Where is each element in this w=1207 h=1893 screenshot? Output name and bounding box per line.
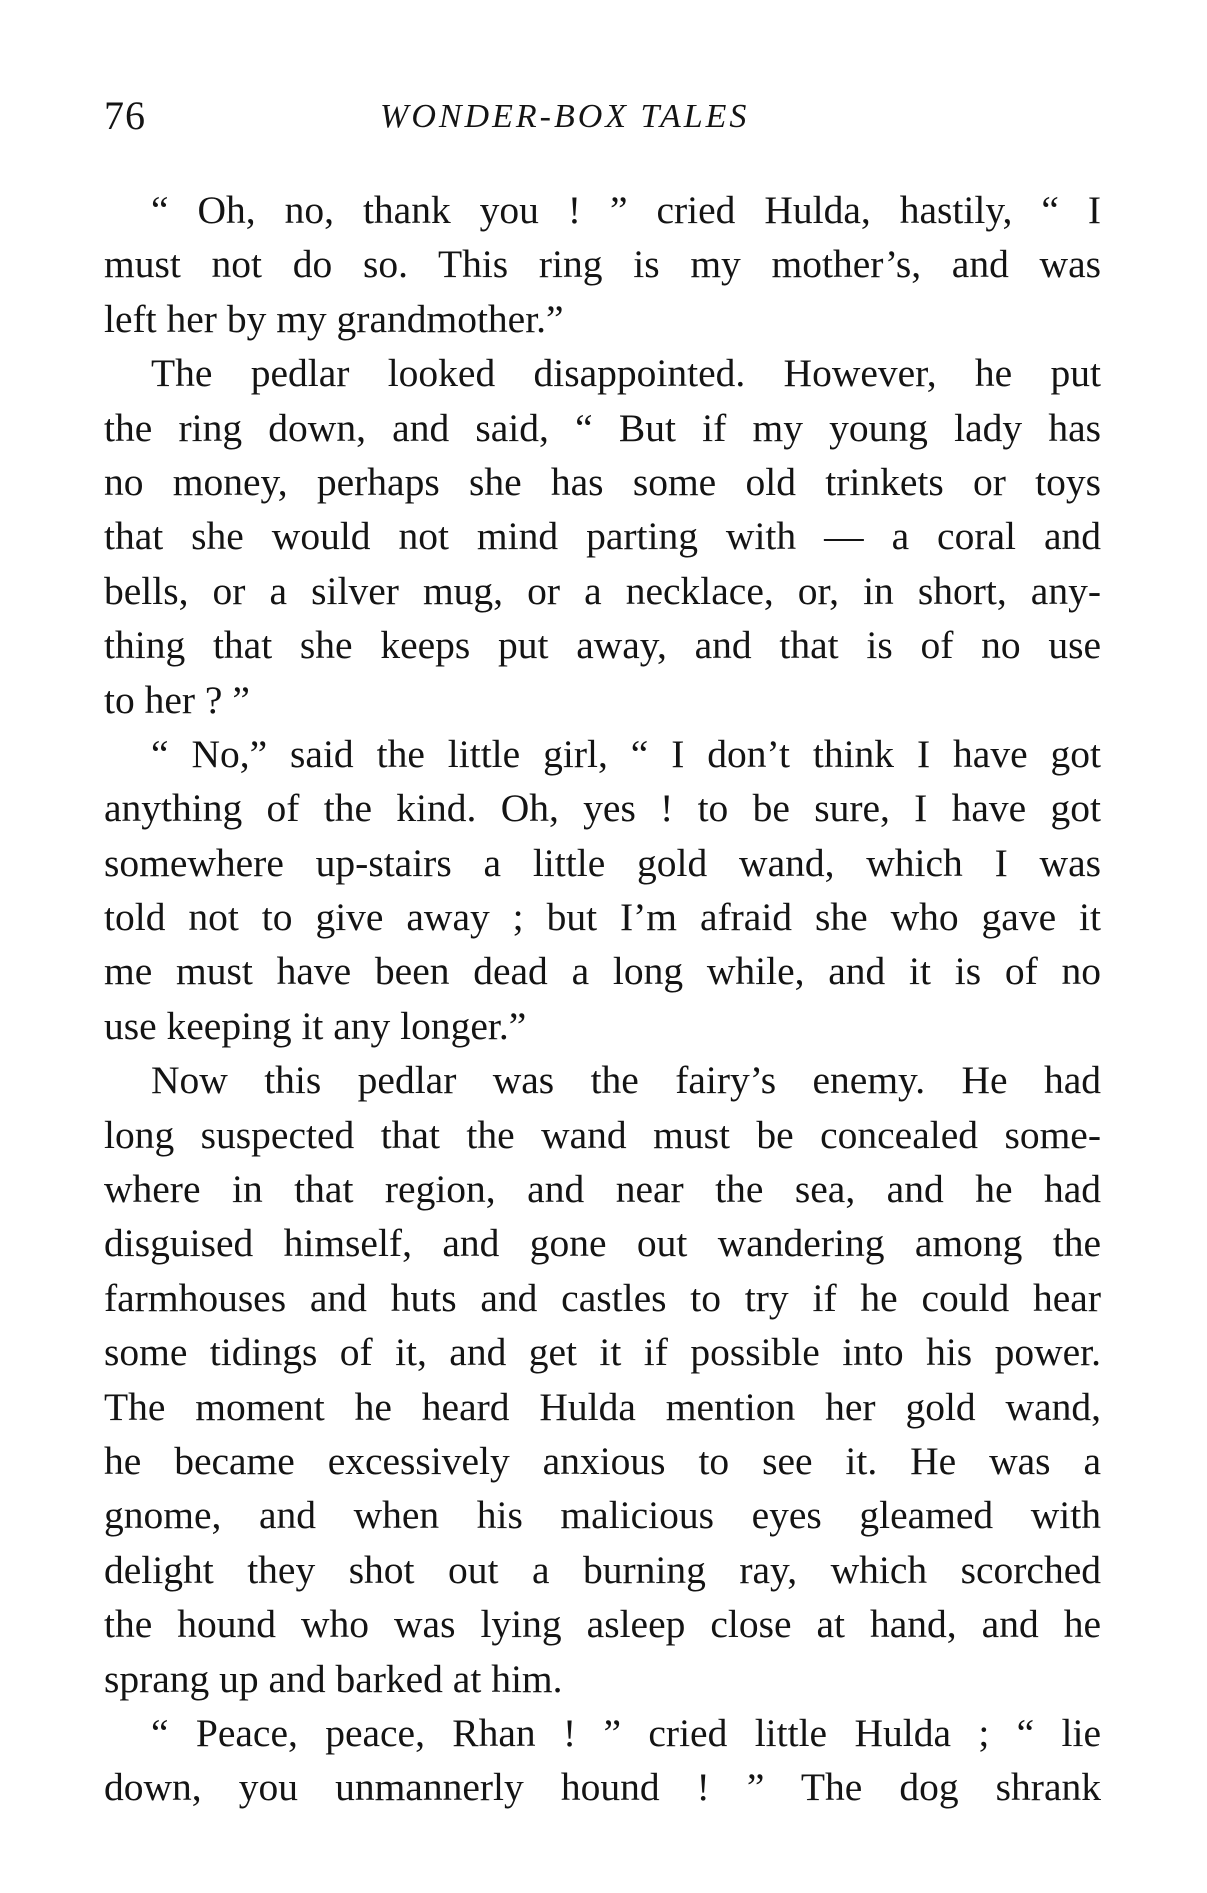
text-line: somewhere up-stairs a little gold wand, which I was (104, 840, 1101, 885)
text-line: “ No,” said the little girl, “ I don’t think I have got (151, 731, 1101, 776)
text-line: me must have been dead a long while, and it is of no (104, 949, 1101, 994)
text-line: “ Oh, no, thank you ! ” cried Hulda, hastily, “ I (151, 188, 1101, 232)
text-line: The pedlar looked disappointed. However, he put (151, 351, 1101, 396)
text-line: bells, or a silver mug, or a necklace, or, in short, any- (104, 568, 1101, 613)
text-line: Now this pedlar was the fairy’s enemy. He had (151, 1058, 1101, 1103)
text-line: that she would not mind parting with — a coral and (104, 514, 1101, 559)
paragraph-5 (104, 1706, 1101, 1815)
text-line: gnome, and when his malicious eyes gleamed with (104, 1493, 1101, 1538)
text-line: the ring down, and said, “ But if my young lady has (104, 405, 1101, 450)
text-line: no money, perhaps she has some old trinkets or toys (104, 459, 1101, 504)
text-line: left her by my grandmother.” (104, 296, 564, 341)
paragraph-3 (104, 727, 1101, 1053)
text-line: told not to give away ; but I’m afraid she who gave it (104, 895, 1101, 940)
running-head (104, 92, 1104, 142)
paragraph-2 (104, 346, 1101, 727)
text-line: to her ? ” (104, 677, 250, 722)
page-number: 76 (104, 93, 146, 138)
text-line: anything of the kind. Oh, yes ! to be sure, I have got (104, 786, 1101, 831)
text-line: thing that she keeps put away, and that is of no use (104, 623, 1101, 668)
text-line: must not do so. This ring is my mother’s, and was (104, 242, 1101, 287)
text-line: farmhouses and huts and castles to try if he could hear (104, 1275, 1101, 1320)
text-line: The moment he heard Hulda mention her gold wand, (104, 1384, 1101, 1429)
text-line: some tidings of it, and get it if possible into his power. (104, 1330, 1101, 1375)
text-line: the hound who was lying asleep close at hand, and he (104, 1602, 1101, 1647)
paragraph-4 (104, 1053, 1101, 1706)
paragraph-1 (104, 183, 1101, 346)
book-title: WONDER-BOX TALES (380, 98, 750, 135)
text-line: delight they shot out a burning ray, which scorched (104, 1547, 1101, 1592)
text-line: “ Peace, peace, Rhan ! ” cried little Hulda ; “ lie (151, 1710, 1101, 1755)
text-line: he became excessively anxious to see it. He was a (104, 1438, 1101, 1483)
text-line: use keeping it any longer.” (104, 1003, 527, 1048)
body-text (104, 183, 1101, 1815)
text-line: sprang up and barked at him. (104, 1656, 563, 1701)
text-line: down, you unmannerly hound ! ” The dog shrank (104, 1765, 1101, 1810)
text-line: where in that region, and near the sea, and he had (104, 1167, 1101, 1212)
text-line: disguised himself, and gone out wandering among the (104, 1221, 1101, 1266)
text-line: long suspected that the wand must be concealed some- (104, 1112, 1101, 1157)
